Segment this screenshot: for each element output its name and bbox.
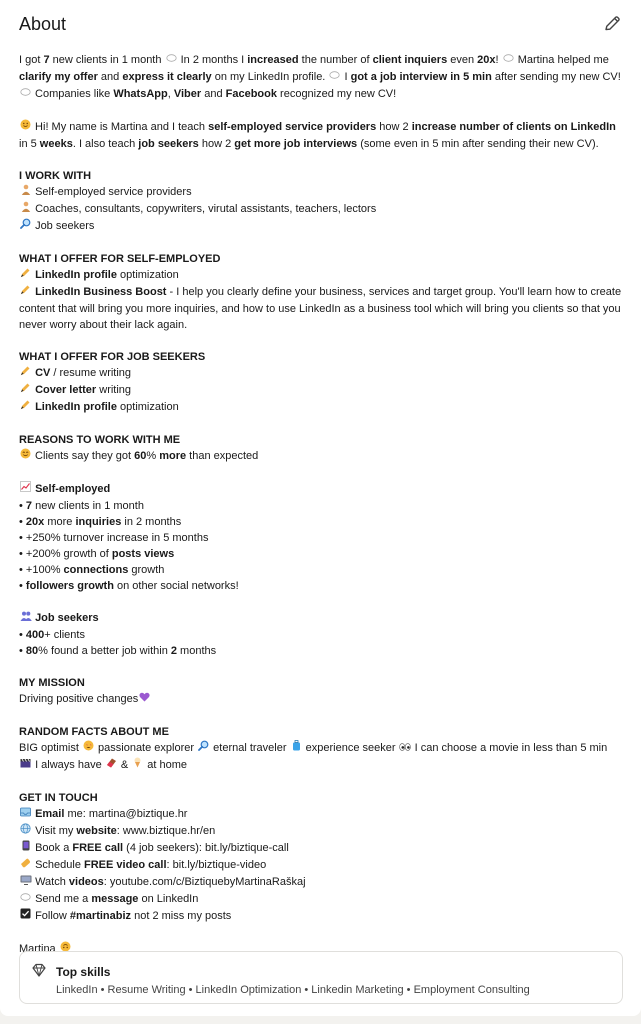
- ice-cream-icon: [131, 757, 144, 774]
- chocolate-icon: [105, 757, 118, 774]
- list-item: • 7 new clients in 1 month: [19, 500, 144, 512]
- speech-bubble-icon: [19, 87, 32, 103]
- hugging-face-icon: [19, 119, 32, 136]
- chart-up-icon: [19, 481, 32, 498]
- star-struck-icon: [82, 740, 95, 757]
- contact-video-call: Schedule FREE video call: bit.ly/biztique-video: [19, 857, 625, 874]
- luggage-icon: [290, 740, 303, 757]
- list-item: • 20x more inquiries in 2 months: [19, 516, 182, 528]
- magnifier-icon: [197, 740, 210, 757]
- contact-website: Visit my website: www.biztique.hr/en: [19, 823, 625, 840]
- about-header: [19, 12, 623, 40]
- signature: Martina: [19, 941, 625, 958]
- purple-heart-icon: [138, 692, 151, 708]
- list-item: Self-employed service providers: [19, 184, 625, 201]
- intro-paragraph-2: Hi! My name is Martina and I teach self-employed service providers how 2 increase number of clients on LinkedIn in 5 weeks. I also teach job seekers how 2 get more job interviews (some even in 5 min after sending their new CV).: [19, 121, 616, 150]
- list-item: • +200% growth of posts views: [19, 548, 175, 560]
- about-title: About: [19, 14, 67, 34]
- facts-text-2: I always have & at home: [19, 757, 625, 774]
- contact-message: Send me a message on LinkedIn: [19, 891, 625, 908]
- writing-hand-icon: [19, 399, 32, 416]
- list-item: Job seekers: [19, 218, 625, 235]
- list-item: LinkedIn profile optimization: [19, 399, 625, 416]
- list-item: • 80% found a better job within 2 months: [19, 645, 217, 657]
- top-skills-title: Top skills: [56, 965, 111, 979]
- about-text: [19, 52, 625, 958]
- facts-text: BIG optimist passionate explorer eternal traveler experience seeker I can choose a movie in less than 5 min: [19, 740, 625, 757]
- hand-icon: [19, 857, 32, 874]
- list-item: • +250% turnover increase in 5 months: [19, 532, 209, 544]
- speech-bubble-icon: [502, 53, 515, 69]
- writing-hand-icon: [19, 267, 32, 284]
- list-item: LinkedIn Business Boost - I help you clearly define your business, services and target group. You'll learn how to create content that will bring you more inquiries, and how to use LinkedIn as a business tool which will bring you clients so that you never worry about their lack again.: [19, 286, 622, 331]
- list-item: Coaches, consultants, copywriters, virutal assistants, teachers, lectors: [19, 201, 625, 218]
- inbox-icon: [19, 807, 32, 823]
- phone-icon: [19, 840, 32, 857]
- offer-self-heading: WHAT I OFFER FOR SELF-EMPLOYED: [19, 253, 221, 265]
- list-item: Cover letter writing: [19, 382, 625, 399]
- mission-text: Driving positive changes: [19, 691, 625, 708]
- speech-bubble-icon: [328, 70, 341, 86]
- top-skills-list: LinkedIn • Resume Writing • LinkedIn Optimization • Linkedin Marketing • Employment Consulting: [56, 984, 530, 996]
- job-seekers-subheading: Job seekers: [19, 610, 625, 627]
- list-item: CV / resume writing: [19, 365, 625, 382]
- list-item: • 400+ clients: [19, 629, 85, 641]
- smiling-face-icon: [19, 448, 32, 465]
- people-icon: [19, 611, 32, 627]
- check-box-icon: [19, 908, 32, 925]
- list-item: Clients say they got 60% more than expected: [19, 448, 625, 465]
- contact-youtube: Watch videos: youtube.com/c/BiztiquebyMartinaRaškaj: [19, 874, 625, 891]
- contact-call: Book a FREE call (4 job seekers): bit.ly/biztique-call: [19, 840, 625, 857]
- speech-bubble-icon: [165, 53, 178, 69]
- list-item: • followers growth on other social networks!: [19, 580, 239, 592]
- writing-hand-icon: [19, 382, 32, 399]
- offer-jobseekers-heading: WHAT I OFFER FOR JOB SEEKERS: [19, 351, 206, 363]
- contact-email: Email me: martina@biztique.hr: [19, 806, 625, 823]
- writing-hand-icon: [19, 365, 32, 382]
- reasons-heading: REASONS TO WORK WITH ME: [19, 434, 181, 446]
- person-icon: [19, 184, 32, 201]
- clapper-icon: [19, 758, 32, 774]
- list-item: • +100% connections growth: [19, 564, 165, 576]
- diamond-icon: [31, 962, 47, 978]
- pencil-icon: [602, 14, 622, 34]
- list-item: LinkedIn profile optimization: [19, 267, 625, 284]
- contact-heading: GET IN TOUCH: [19, 792, 98, 804]
- facts-heading: RANDOM FACTS ABOUT ME: [19, 726, 169, 738]
- work-with-heading: I WORK WITH: [19, 170, 92, 182]
- top-skills-box[interactable]: [19, 951, 623, 1004]
- speech-bubble-icon: [19, 892, 32, 908]
- writing-hand-icon: [19, 284, 32, 301]
- eyes-icon: [399, 741, 412, 757]
- self-employed-subheading: Self-employed: [19, 481, 625, 498]
- monitor-icon: [19, 875, 32, 891]
- person-icon: [19, 201, 32, 218]
- intro-paragraph-1: I got 7 new clients in 1 month In 2 months I increased the number of client inquiers even 20x! Martina helped me clarify my offer and express it clearly on my LinkedIn profile. I got a job interview in 5 min after sending my new CV! Companies like WhatsApp, Viber and Facebook recognized my new CV!: [19, 52, 625, 103]
- edit-about-button[interactable]: [601, 14, 623, 36]
- contact-follow: Follow #martinabiz not 2 miss my posts: [19, 908, 625, 925]
- mission-heading: MY MISSION: [19, 677, 85, 689]
- magnifier-icon: [19, 218, 32, 235]
- globe-icon: [19, 823, 32, 840]
